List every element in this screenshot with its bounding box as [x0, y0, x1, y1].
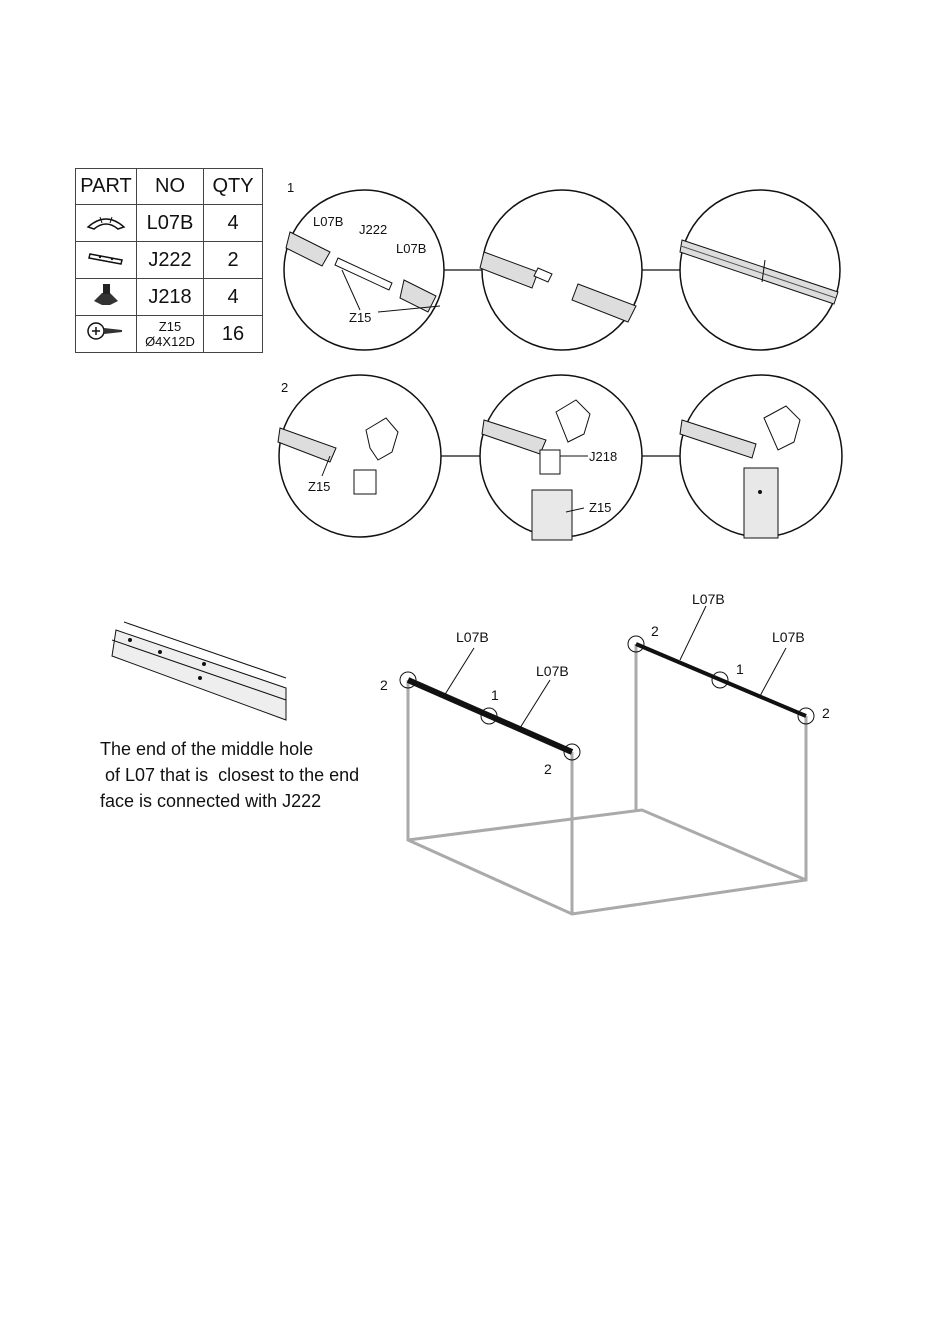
step1-detail-circle-2 — [480, 190, 642, 350]
step2-detail-circle-2 — [480, 375, 642, 540]
callout-2: 2 — [822, 705, 830, 721]
callout-1: 1 — [736, 661, 744, 677]
note-line: of L07 that is closest to the end — [100, 765, 360, 785]
step2-number: 2 — [281, 380, 289, 395]
label-z15: Z15 — [308, 479, 331, 494]
callout-2: 2 — [544, 761, 552, 777]
beam-closeup — [112, 622, 286, 720]
label-l07b: L07B — [692, 591, 725, 607]
step1-detail-circle-1 — [284, 190, 444, 350]
note-line: face is connected with J222 — [100, 791, 322, 811]
part-qty: 4 — [204, 205, 263, 242]
frame-outline — [408, 644, 806, 914]
callout-1: 1 — [491, 687, 499, 703]
label-l07b: L07B — [313, 214, 344, 229]
callout-2: 2 — [651, 623, 659, 639]
label-z15: Z15 — [589, 500, 612, 515]
step1-detail-circle-3 — [680, 190, 840, 350]
note-line: The end of the middle hole — [100, 739, 314, 759]
label-j222: J222 — [359, 222, 388, 237]
label-z15: Z15 — [349, 310, 372, 325]
callout-2: 2 — [380, 677, 388, 693]
part-no-line2: Ø4X12D — [145, 334, 195, 349]
step2-detail-circle-1 — [278, 375, 441, 537]
label-l07b: L07B — [772, 629, 805, 645]
right-beam — [628, 591, 830, 724]
label-l07b: L07B — [536, 663, 569, 679]
left-beam — [380, 629, 580, 777]
part-no: J222 — [137, 242, 204, 279]
part-no: J218 — [137, 279, 204, 316]
step1-number: 1 — [287, 180, 295, 195]
assembly-note — [100, 736, 359, 814]
part-qty: 4 — [204, 279, 263, 316]
part-no-line1: Z15 — [158, 319, 182, 334]
label-l07b: L07B — [396, 241, 427, 256]
label-j218: J218 — [589, 449, 618, 464]
part-qty: 16 — [204, 316, 263, 353]
label-l07b: L07B — [456, 629, 489, 645]
header-no: NO — [137, 169, 204, 205]
part-qty: 2 — [204, 242, 263, 279]
part-no: L07B — [137, 205, 204, 242]
header-part: PART — [76, 169, 137, 205]
header-qty: QTY — [204, 169, 263, 205]
assembly-steps-diagram — [0, 0, 933, 560]
step2-detail-circle-3 — [680, 375, 842, 538]
